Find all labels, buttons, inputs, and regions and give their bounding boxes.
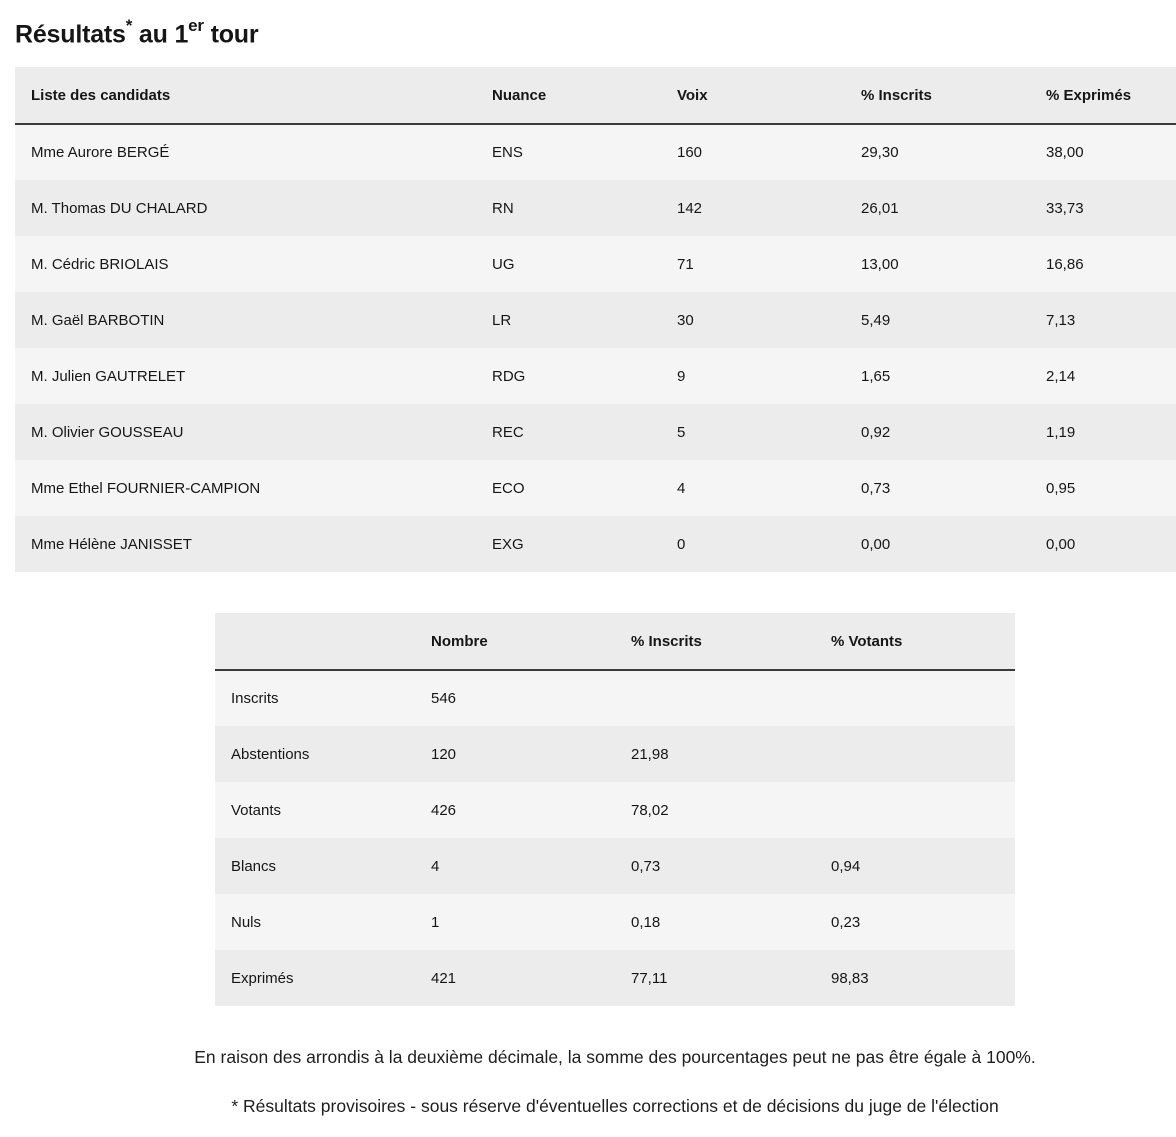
row-pct-inscrits: 78,02 [615, 782, 815, 838]
candidate-name: M. Olivier GOUSSEAU [15, 404, 476, 460]
candidate-name: M. Thomas DU CHALARD [15, 180, 476, 236]
candidate-nuance: RN [476, 180, 661, 236]
row-label: Votants [215, 782, 415, 838]
row-pct-inscrits: 0,73 [615, 838, 815, 894]
row-nombre: 1 [415, 894, 615, 950]
candidate-voix: 71 [661, 236, 845, 292]
column-header-label [215, 613, 415, 670]
candidate-pct-inscrits: 0,00 [845, 516, 1030, 572]
row-label: Nuls [215, 894, 415, 950]
candidate-voix: 142 [661, 180, 845, 236]
candidate-pct-exprimes: 38,00 [1030, 124, 1176, 180]
candidate-pct-inscrits: 0,92 [845, 404, 1030, 460]
candidate-nuance: EXG [476, 516, 661, 572]
column-header-voix: Voix [661, 67, 845, 124]
table-row [15, 236, 1176, 292]
provisional-results-note: * Résultats provisoires - sous réserve d'éventuelles corrections et de décisions du juge de l'élection [231, 1096, 999, 1116]
row-pct-votants: 0,23 [815, 894, 1015, 950]
table-row [215, 782, 1015, 838]
column-header-pct-votants: % Votants [815, 613, 1015, 670]
candidate-pct-exprimes: 0,95 [1030, 460, 1176, 516]
candidate-pct-exprimes: 33,73 [1030, 180, 1176, 236]
table-row [15, 460, 1176, 516]
candidate-pct-inscrits: 29,30 [845, 124, 1030, 180]
candidate-nuance: LR [476, 292, 661, 348]
table-row [215, 726, 1015, 782]
turnout-table [215, 613, 1015, 1006]
candidate-voix: 30 [661, 292, 845, 348]
candidate-pct-exprimes: 1,19 [1030, 404, 1176, 460]
rounding-note: En raison des arrondis à la deuxième décimale, la somme des pourcentages peut ne pas être égale à 100%. [194, 1047, 1036, 1067]
table-row [15, 124, 1176, 180]
row-pct-inscrits: 0,18 [615, 894, 815, 950]
table-row [15, 292, 1176, 348]
table-row [215, 894, 1015, 950]
title-ordinal-suffix: er [188, 16, 204, 35]
row-nombre: 546 [415, 670, 615, 726]
column-header-candidate: Liste des candidats [15, 67, 476, 124]
candidate-pct-inscrits: 1,65 [845, 348, 1030, 404]
row-label: Exprimés [215, 950, 415, 1006]
page-title [15, 18, 258, 49]
candidate-pct-exprimes: 0,00 [1030, 516, 1176, 572]
title-end: tour [203, 20, 259, 49]
candidate-voix: 4 [661, 460, 845, 516]
candidate-voix: 5 [661, 404, 845, 460]
row-pct-inscrits: 21,98 [615, 726, 815, 782]
table-header-row [15, 67, 1176, 124]
candidate-nuance: REC [476, 404, 661, 460]
candidate-name: Mme Ethel FOURNIER-CAMPION [15, 460, 476, 516]
row-label: Inscrits [215, 670, 415, 726]
candidate-nuance: RDG [476, 348, 661, 404]
candidate-name: Mme Aurore BERGÉ [15, 124, 476, 180]
candidate-pct-exprimes: 16,86 [1030, 236, 1176, 292]
row-label: Blancs [215, 838, 415, 894]
candidate-name: M. Julien GAUTRELET [15, 348, 476, 404]
row-nombre: 120 [415, 726, 615, 782]
candidate-name: M. Gaël BARBOTIN [15, 292, 476, 348]
candidate-pct-exprimes: 7,13 [1030, 292, 1176, 348]
column-header-pct-inscrits: % Inscrits [615, 613, 815, 670]
candidates-table [15, 67, 1176, 572]
column-header-nuance: Nuance [476, 67, 661, 124]
row-pct-inscrits [615, 670, 815, 726]
title-middle: au 1 [132, 20, 189, 49]
table-row [15, 404, 1176, 460]
candidate-pct-inscrits: 26,01 [845, 180, 1030, 236]
row-pct-votants [815, 670, 1015, 726]
candidate-pct-inscrits: 0,73 [845, 460, 1030, 516]
candidate-nuance: ECO [476, 460, 661, 516]
table-row [215, 838, 1015, 894]
candidate-name: Mme Hélène JANISSET [15, 516, 476, 572]
table-row [215, 950, 1015, 1006]
table-row [215, 670, 1015, 726]
candidate-voix: 160 [661, 124, 845, 180]
table-header-row [215, 613, 1015, 670]
row-pct-votants [815, 782, 1015, 838]
candidate-nuance: ENS [476, 124, 661, 180]
table-row [15, 348, 1176, 404]
candidate-pct-inscrits: 5,49 [845, 292, 1030, 348]
candidate-voix: 9 [661, 348, 845, 404]
column-header-pct-exprimes: % Exprimés [1030, 67, 1176, 124]
column-header-pct-inscrits: % Inscrits [845, 67, 1030, 124]
table-row [15, 516, 1176, 572]
candidate-name: M. Cédric BRIOLAIS [15, 236, 476, 292]
row-pct-votants [815, 726, 1015, 782]
row-nombre: 426 [415, 782, 615, 838]
candidate-nuance: UG [476, 236, 661, 292]
candidate-pct-inscrits: 13,00 [845, 236, 1030, 292]
row-nombre: 421 [415, 950, 615, 1006]
candidate-pct-exprimes: 2,14 [1030, 348, 1176, 404]
row-pct-votants: 98,83 [815, 950, 1015, 1006]
row-pct-votants: 0,94 [815, 838, 1015, 894]
title-word: Résultats [15, 20, 126, 49]
candidate-voix: 0 [661, 516, 845, 572]
row-pct-inscrits: 77,11 [615, 950, 815, 1006]
table-row [15, 180, 1176, 236]
column-header-nombre: Nombre [415, 613, 615, 670]
row-label: Abstentions [215, 726, 415, 782]
row-nombre: 4 [415, 838, 615, 894]
title-asterisk: * [125, 16, 133, 35]
